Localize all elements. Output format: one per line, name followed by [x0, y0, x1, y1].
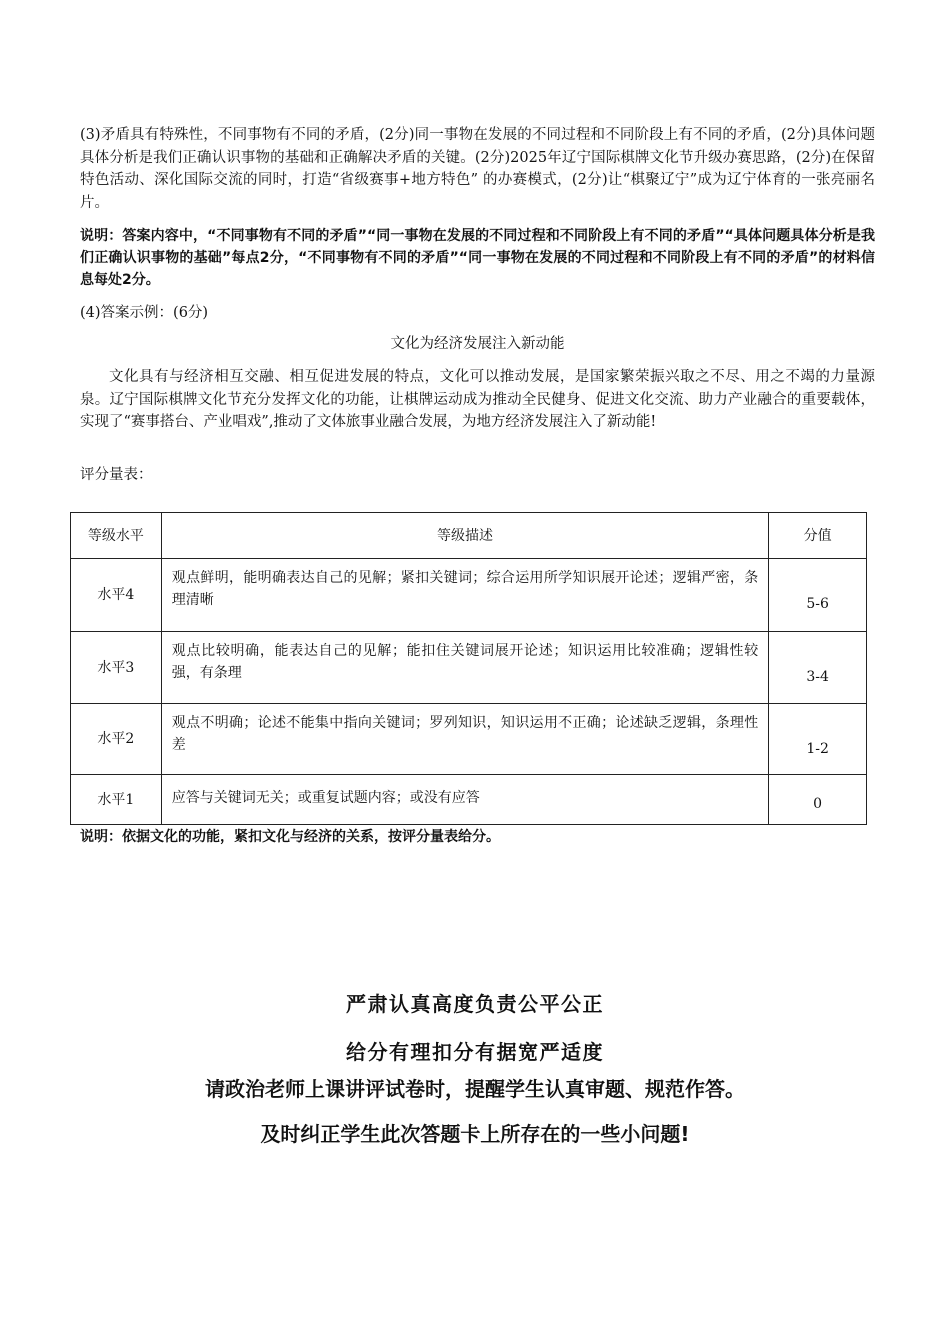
row-description — [161, 704, 768, 775]
rubric-label: 评分量表： — [80, 467, 153, 483]
row-score-text: 1-2 — [806, 741, 829, 757]
row-description — [161, 632, 768, 704]
answer-4-label: (4)答案示例：(6分) — [80, 305, 209, 321]
row-description — [161, 559, 768, 632]
header-description: 等级描述 — [161, 513, 768, 559]
row-description-text: 观点不明确；论述不能集中指向关键词；罗列知识，知识运用不正确；论述缺乏逻辑，条理性差 — [171, 715, 759, 753]
rubric-row — [71, 632, 867, 704]
closing-reminder-1: 请政治老师上课讲评试卷时，提醒学生认真审题、规范作答。 — [205, 1077, 745, 1101]
rubric-row — [71, 559, 867, 632]
essay-title: 文化为经济发展注入新动能 — [390, 336, 565, 352]
row-description-text: 观点鲜明，能明确表达自己的见解；紧扣关键词；综合运用所学知识展开论述；逻辑严密，条理清晰 — [171, 570, 759, 608]
row-score — [769, 559, 867, 632]
row-description — [161, 775, 768, 825]
rubric-row — [71, 704, 867, 775]
scoring-note-3: 说明：答案内容中，“不同事物有不同的矛盾”“同一事物在发展的不同过程和不同阶段上有不同的矛盾”“具体问题具体分析是我们正确认识事物的基础”每点2分，“不同事物有不同的矛盾”“同一事物在发展的不同过程和不同阶段上有不同的矛盾”的材料信息每处2分。 — [80, 228, 875, 288]
row-level: 水平1 — [71, 775, 162, 825]
rubric-table — [70, 512, 867, 825]
row-level: 水平3 — [71, 632, 162, 704]
rubric-note: 说明：依据文化的功能，紧扣文化与经济的关系，按评分量表给分。 — [80, 829, 500, 845]
essay-body: 文化具有与经济相互交融、相互促进发展的特点，文化可以推动发展，是国家繁荣振兴取之不尽、用之不竭的力量源泉。辽宁国际棋牌文化节充分发挥文化的功能，让棋牌运动成为推动全民健身、促进文化交流、助力产业融合的重要载体，实现了“赛事搭台、产业唱戏”,推动了文体旅事业融合发展，为地方经济发展注入了新动能! — [80, 369, 875, 430]
row-level: 水平4 — [71, 559, 162, 632]
row-score — [769, 775, 867, 825]
row-score-text: 5-6 — [806, 596, 829, 612]
closing-motto-1: 严肃认真高度负责公平公正 — [346, 992, 604, 1016]
row-score-text: 3-4 — [806, 669, 829, 685]
row-level: 水平2 — [71, 704, 162, 775]
header-score: 分值 — [769, 513, 867, 559]
header-level: 等级水平 — [71, 513, 162, 559]
rubric-header-row — [71, 513, 867, 559]
row-score — [769, 632, 867, 704]
rubric-row — [71, 775, 867, 825]
closing-reminder-2: 及时纠正学生此次答题卡上所存在的一些小问题! — [260, 1122, 690, 1146]
row-score — [769, 704, 867, 775]
row-description-text: 应答与关键词无关；或重复试题内容；或没有应答 — [171, 790, 480, 806]
row-score-text: 0 — [813, 796, 823, 812]
answer-3-paragraph: (3)矛盾具有特殊性，不同事物有不同的矛盾，(2分)同一事物在发展的不同过程和不同阶段上有不同的矛盾，(2分)具体问题具体分析是我们正确认识事物的基础和正确解决矛盾的关键。(2分)2025年辽宁国际棋牌文化节升级办赛思路，(2分)在保留特色活动、深化国际交流的同时，打造“省级赛事+地方特色” 的办赛模式，(2分)让“棋聚辽宁”成为辽宁体育的一张亮丽名片。 — [80, 127, 875, 211]
closing-motto-2: 给分有理扣分有据宽严适度 — [346, 1040, 604, 1064]
row-description-text: 观点比较明确，能表达自己的见解；能扣住关键词展开论述；知识运用比较准确；逻辑性较强，有条理 — [171, 643, 759, 681]
